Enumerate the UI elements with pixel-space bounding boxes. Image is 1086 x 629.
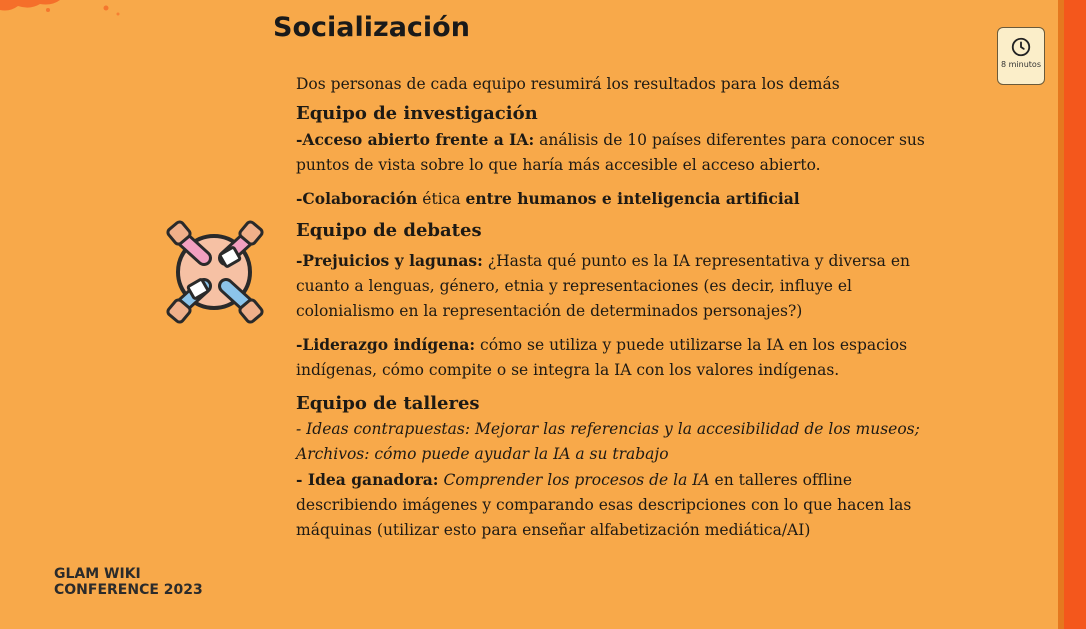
item-label: -Prejuicios y lagunas: [296,251,483,270]
item-emphasis: entre humanos e inteligencia artificial [465,189,800,208]
item-label: -Acceso abierto frente a IA: [296,130,535,149]
conference-logo [54,566,203,598]
clock-icon [1010,36,1032,58]
workshop-item-winner [296,467,936,543]
research-item-collaboration [296,186,936,212]
item-text: análisis de 10 países diferentes para conocer sus puntos de vista sobre lo que haría más accesible el acceso abierto. [296,131,925,174]
research-team-heading: Equipo de investigación [296,103,538,124]
paint-splash-decoration [0,0,140,30]
item-label: - Idea ganadora: [296,470,439,489]
intro-text: Dos personas de cada equipo resumirá los resultados para los demás [296,75,840,93]
debate-item-indigenous [296,332,936,383]
brand-line1: GLAM WIKI [54,566,141,582]
item-text: - Ideas contrapuestas: Mejorar las referencias y la accesibilidad de los museos; Archivos: cómo puede ayudar la IA a su trabajo [296,420,920,463]
timer-label: 8 minutos [1001,60,1041,69]
slide-content [296,72,936,543]
teamwork-hands-icon [160,216,270,328]
item-text: ética [417,190,466,208]
research-item-open-access [296,127,936,178]
debate-team-heading: Equipo de debates [296,220,482,241]
slide-title: Socialización [273,12,470,43]
item-text: ¿Hasta qué punto es la IA representativa y diversa en cuanto a lenguas, género, etnia y representaciones (es decir, influye el colonialismo en la representación de determinados personajes?) [296,252,910,320]
item-emphasis: Comprender los procesos de la IA [438,471,710,489]
item-text: cómo se utiliza y puede utilizarse la IA en los espacios indígenas, cómo compite o se integra la IA con los valores indígenas. [296,336,908,379]
workshop-team-heading: Equipo de talleres [296,393,480,414]
workshop-item-ideas [296,417,936,467]
debate-item-bias [296,248,936,324]
item-text: en talleres offline describiendo imágenes y comparando esas descripciones con lo que hacen las máquinas (utilizar esto para enseñar alfabetización mediática/AI) [296,471,912,539]
item-label: -Colaboración [296,189,418,208]
edge-band [1064,0,1086,629]
item-label: -Liderazgo indígena: [296,335,476,354]
brand-line2: CONFERENCE 2023 [54,582,203,598]
timer-badge [997,27,1045,85]
